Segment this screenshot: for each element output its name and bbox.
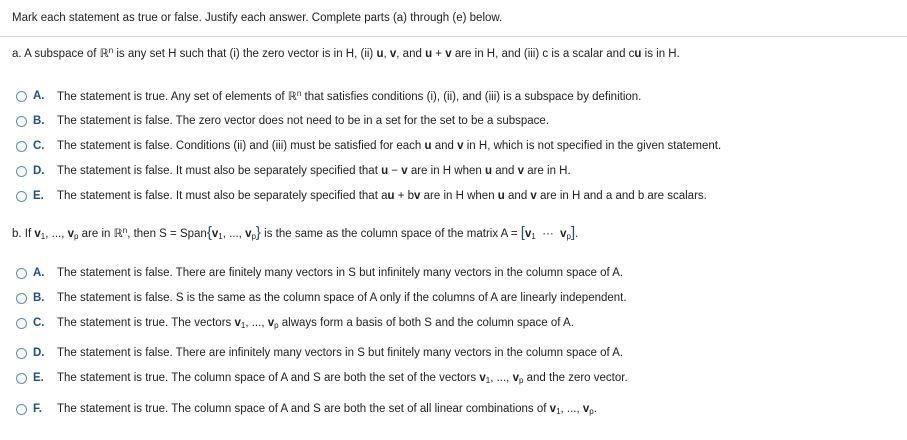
option-letter: B. — [33, 292, 45, 304]
part-a-option-c[interactable] — [16, 137, 721, 155]
part-b-option-b[interactable] — [16, 289, 627, 307]
radio-button[interactable] — [16, 318, 27, 329]
part-b-option-d[interactable] — [16, 344, 623, 362]
radio-button[interactable] — [16, 404, 27, 415]
option-text: The statement is false. S is the same as the column space of A only if the columns of A are linearly independent. — [57, 292, 627, 304]
option-text: The statement is true. Any set of elements of ℝ$^n$ that satisfies conditions (i), (ii), and (iii) is a subspace by definition. — [57, 89, 642, 103]
radio-button[interactable] — [16, 166, 27, 177]
part-b-option-c[interactable] — [16, 314, 574, 332]
radio-button[interactable] — [16, 293, 27, 304]
option-text: The statement is true. The vectors $v_1$, ..., $v_p$ always form a basis of both S and the column space of A. — [57, 316, 574, 330]
option-text: The statement is false. It must also be separately specified that au + bv are in H when u and v are in H and a and b are scalars. — [57, 190, 707, 202]
option-text: The statement is false. The zero vector does not need to be in a set for the set to be a subspace. — [57, 115, 550, 127]
radio-button[interactable] — [16, 116, 27, 127]
option-text: The statement is false. There are finitely many vectors in S but infinitely many vectors in the column space of A. — [57, 267, 624, 279]
part-a-option-b[interactable] — [16, 112, 549, 130]
divider — [0, 36, 907, 37]
radio-button[interactable] — [16, 191, 27, 202]
part-b-option-a[interactable] — [16, 264, 623, 282]
option-letter: E. — [33, 372, 44, 384]
part-a-question: a. A subspace of ℝ$^n$ is any set H such that (i) the zero vector is in H, (ii) u, v, and u + v are in H, and (iii) c is a scalar and cu is in H. — [12, 46, 680, 60]
part-b-question: b. If $v_1$, ..., $v_p$ are in ℝ$^n$, then $S = Span\{v_1$, ..., $v_p$} is the same as the column space of the matrix $A = [v_1$ ··· $v_p$]. — [12, 224, 579, 241]
part-b-option-f[interactable] — [16, 400, 597, 418]
radio-button[interactable] — [16, 373, 27, 384]
radio-button[interactable] — [16, 91, 27, 102]
option-letter: B. — [33, 115, 45, 127]
option-letter: F. — [33, 403, 42, 415]
option-letter: D. — [33, 347, 45, 359]
option-text: The statement is false. There are infinitely many vectors in S but finitely many vectors in the column space of A. — [57, 347, 624, 359]
option-text: The statement is true. The column space of A and S are both the set of the vectors $v_1$, ..., $v_p$ and the zero vector. — [57, 371, 628, 385]
part-b-option-e[interactable] — [16, 369, 628, 387]
option-text: The statement is true. The column space of A and S are both the set of all linear combinations of $v_1$, ..., $v_p$. — [57, 402, 597, 416]
part-a-option-a[interactable] — [16, 87, 641, 105]
option-letter: E. — [33, 190, 44, 202]
radio-button[interactable] — [16, 268, 27, 279]
option-text: The statement is false. Conditions (ii) and (iii) must be satisfied for each u and v in H, which is not specified in the given statement. — [57, 140, 722, 152]
option-letter: D. — [33, 165, 45, 177]
option-letter: A. — [33, 267, 45, 279]
option-letter: C. — [33, 140, 45, 152]
option-text: The statement is false. It must also be separately specified that u − v are in H when u and v are in H. — [57, 165, 571, 177]
option-letter: A. — [33, 90, 45, 102]
radio-button[interactable] — [16, 141, 27, 152]
radio-button[interactable] — [16, 348, 27, 359]
instructions: Mark each statement as true or false. Justify each answer. Complete parts (a) through (e) below. — [12, 12, 503, 24]
part-a-option-d[interactable] — [16, 162, 571, 180]
part-a-option-e[interactable] — [16, 187, 707, 205]
option-letter: C. — [33, 317, 45, 329]
